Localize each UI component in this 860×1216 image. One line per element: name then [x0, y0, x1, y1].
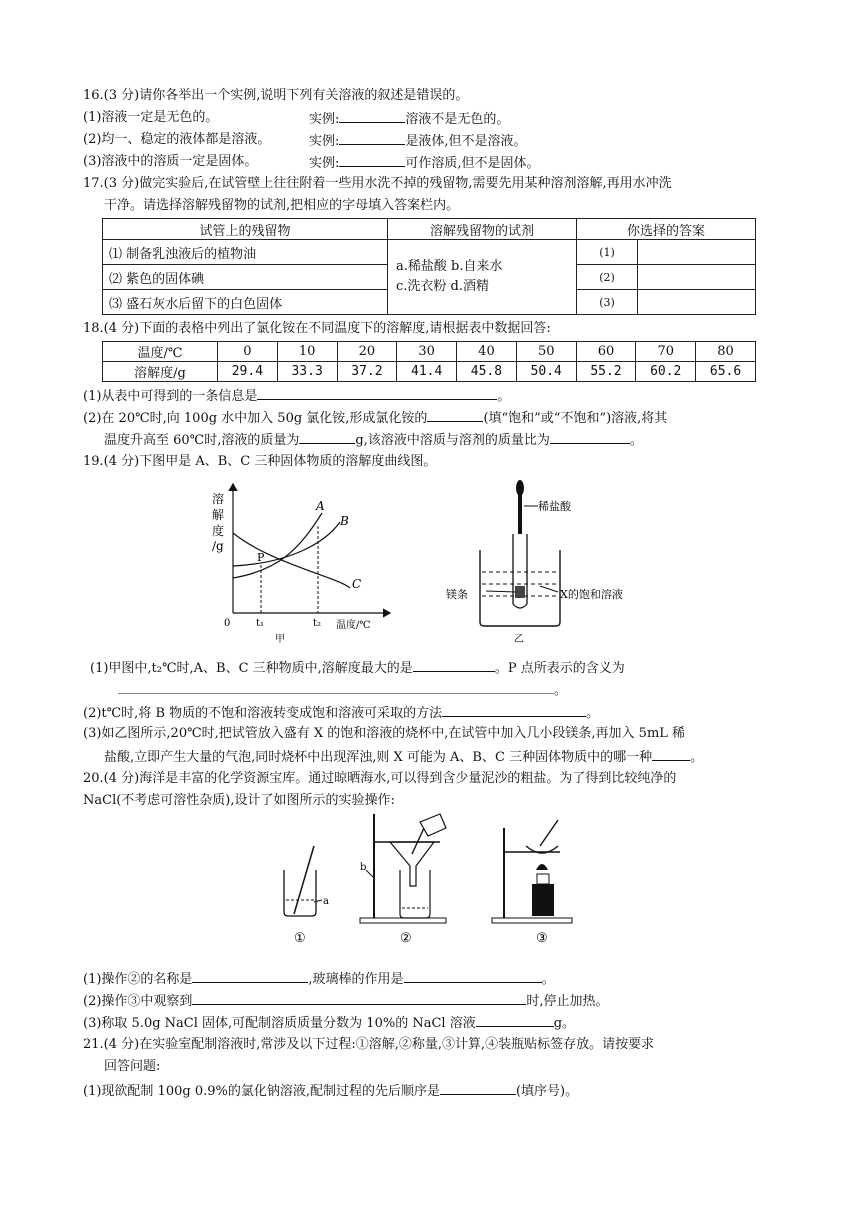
q16-example-text-3: 可作溶质,但不是固体。: [405, 156, 540, 171]
q18-row-solubility-label: 溶解度/g: [103, 362, 218, 382]
curve-a-label: A: [316, 499, 325, 513]
q21-part-1-text-b: (填序号)。: [515, 1084, 579, 1099]
q20-stem-1: 20.(4 分)海洋是丰富的化学资源宝库。通过晾晒海水,可以得到含少量泥沙的粗盐。为了得到比较纯净的: [83, 771, 677, 786]
q17-stem-2: 干净。请选择溶解残留物的试剂,把相应的字母填入答案栏内。: [104, 198, 460, 213]
q20-part-3: [83, 1012, 575, 1034]
q18-solubility-cell: 29.4: [218, 362, 278, 382]
q17-row-2: ⑵ 紫色的固体碘: [103, 265, 388, 290]
q19-part-1-text-b: 。P 点所表示的含义为: [494, 661, 625, 676]
q18-temp-cell: 20: [337, 342, 397, 362]
q20-operations-figure: [270, 808, 600, 948]
q20-blank-operation[interactable]: [192, 968, 308, 983]
q19-part-3-cont: 盐酸,立即产生大量的气泡,同时烧杯中出现浑浊,则 X 可能为 A、B、C 三种固体物质中的哪一种 。: [104, 746, 703, 768]
q18-part-1: (1)从表中可得到的一条信息是 。: [83, 385, 510, 407]
q16-example-text-2: 是液体,但不是溶液。: [405, 134, 527, 149]
q16-claim-1: (1)溶液一定是无色的。: [83, 110, 219, 125]
filtration-apparatus: [360, 814, 446, 923]
q17-header-residue: 试管上的残留物: [103, 219, 388, 240]
curve-c-label: C: [352, 577, 362, 591]
q19-solubility-figure: [200, 478, 400, 648]
q16-blank-1[interactable]: [339, 108, 405, 123]
q20-blank-observation[interactable]: [192, 990, 526, 1005]
q17-row-3: ⑶ 盛石灰水后留下的白色固体: [103, 290, 388, 315]
q21-blank-order[interactable]: [440, 1080, 516, 1095]
q18-blank-saturation[interactable]: [427, 407, 483, 422]
q18-temp-cell: 50: [516, 342, 576, 362]
q18-part-2-cont: 温度升高至 60℃时,溶液的质量为 g,该溶液中溶质与溶剂的质量比为 。: [104, 429, 643, 451]
caption-2: ②: [400, 931, 412, 946]
q18-part-2-text-d: g,该溶液中溶质与溶剂的质量比为: [355, 433, 550, 448]
q18-part-2-text-b: (填“饱和”或“不饱和”)溶液,将其: [483, 411, 668, 426]
q16-example-label-2: 实例:: [309, 134, 340, 149]
q18-temp-cell: 10: [277, 342, 337, 362]
q20-part-1-text-a: (1)操作②的名称是: [83, 972, 193, 987]
q20-part-2-text-b: 时,停止加热。: [526, 994, 609, 1009]
q17-answer-cell-1[interactable]: [638, 240, 756, 265]
q18-temp-cell: 0: [218, 342, 278, 362]
q17-answer-label-3: (3): [577, 290, 638, 315]
label-a: a: [323, 896, 329, 907]
q19-part-2: (2)t℃时,将 B 物质的不饱和溶液转变成饱和溶液可采取的方法 。: [83, 702, 599, 724]
dropper-bulb: [516, 480, 524, 496]
caption-3: ③: [536, 931, 548, 946]
fig-jia-caption: 甲: [275, 634, 285, 645]
q19-part-3: (3)如乙图所示,20℃时,把试管放入盛有 X 的饱和溶液的烧杯中,在试管中加入几小段镁条,再加入 5mL 稀: [83, 726, 686, 741]
q16-example-text-1: 溶液不是无色的。: [405, 112, 510, 127]
y-label-4: ∕g: [212, 539, 224, 553]
q18-temp-cell: 40: [457, 342, 517, 362]
q20-part-3-text-a: (3)称取 5.0g NaCl 固体,可配制溶质质量分数为 10%的 NaCl 溶液: [83, 1016, 476, 1031]
q20-part-1-text-b: ,玻璃棒的作用是: [308, 972, 404, 987]
q19-part-3-text-b: 盐酸,立即产生大量的气泡,同时烧杯中出现浑浊,则 X 可能为 A、B、C 三种固体物质中的哪一种: [104, 750, 653, 765]
q18-part-2: [83, 407, 667, 429]
caption-1: ①: [294, 931, 306, 946]
q18-part-2-text-a: (2)在 20℃时,向 100g 水中加入 50g 氯化铵,形成氯化铵的: [83, 411, 428, 426]
dropper-label: 稀盐酸: [538, 500, 571, 513]
q17-reagents: [388, 240, 577, 315]
q18-row-temp-label: 温度/℃: [103, 342, 218, 362]
q18-stem: 18.(4 分)下面的表格中列出了氯化铵在不同温度下的溶解度,请根据表中数据回答:: [83, 321, 551, 336]
q17-answer-label-1: (1): [577, 240, 638, 265]
q19-part-2-text: (2)t℃时,将 B 物质的不饱和溶液转变成饱和溶液可采取的方法: [83, 706, 443, 721]
q19-part-1-text-a: (1)甲图中,t₂℃时,A、B、C 三种物质中,溶解度最大的是: [90, 661, 413, 676]
q16-example-label-3: 实例:: [309, 156, 340, 171]
q19-part-1-cont: 。: [118, 679, 567, 701]
glass-rod: [294, 846, 314, 914]
q18-temp-cell: 60: [576, 342, 636, 362]
q16-example-label-1: 实例:: [309, 112, 340, 127]
q18-part-1-text: (1)从表中可得到的一条信息是: [83, 389, 258, 404]
q19-stem: 19.(4 分)下图甲是 A、B、C 三种固体物质的溶解度曲线图。: [83, 454, 437, 469]
q17-header-reagent: 溶解残留物的试剂: [388, 219, 577, 240]
mg-label: 镁条: [446, 588, 468, 601]
y-label-2: 解: [212, 508, 225, 522]
q17-reagents-cd: c.洗衣粉 d.酒精: [396, 279, 489, 294]
q16-item-3: [83, 152, 540, 172]
origin-label: 0: [224, 618, 231, 629]
solution-label: X的饱和溶液: [560, 588, 623, 601]
q16-blank-3[interactable]: [339, 152, 405, 167]
q18-table: [102, 341, 756, 382]
q18-temp-cell: 80: [696, 342, 756, 362]
q18-part-2-text-c: 温度升高至 60℃时,溶液的质量为: [104, 433, 300, 448]
mg-strips: [515, 586, 525, 598]
q19-blank-largest[interactable]: [413, 657, 495, 672]
q21-part-1: [83, 1080, 578, 1102]
q18-blank-ratio[interactable]: [550, 429, 630, 444]
q16-claim-3: (3)溶液中的溶质一定是固体。: [83, 154, 258, 169]
q19-apparatus-figure: [440, 474, 690, 650]
q20-blank-rod-role[interactable]: [404, 968, 542, 983]
curve-c: [233, 533, 350, 588]
q17-answer-cell-3[interactable]: [638, 290, 756, 315]
dropper-tube: [518, 494, 522, 534]
y-label-1: 溶: [212, 492, 225, 506]
x-label: 温度∕℃: [336, 620, 371, 631]
q21-stem-2: 回答问题:: [104, 1059, 161, 1074]
q18-solubility-cell: 65.6: [696, 362, 756, 382]
q18-solubility-cell: 41.4: [397, 362, 457, 382]
q19-part-1: [90, 657, 625, 679]
q20-stem-2: NaCl(不考虑可溶性杂质),设计了如图所示的实验操作:: [83, 793, 395, 808]
q16-item-1: [83, 108, 510, 128]
q20-part-2: [83, 990, 609, 1012]
q17-stem-1: 17.(3 分)做完实验后,在试管壁上往往附着一些用水洗不掉的残留物,需要先用某种溶剂溶解,再用水冲洗: [83, 176, 672, 191]
q18-solubility-cell: 33.3: [277, 362, 337, 382]
q17-table: [102, 218, 756, 315]
q16-blank-2[interactable]: [339, 130, 405, 145]
q16-claim-2: (2)均一、稳定的液体都是溶液。: [83, 132, 271, 147]
q18-temp-cell: 30: [397, 342, 457, 362]
q20-blank-mass[interactable]: [476, 1012, 554, 1027]
point-p-label: P: [257, 551, 265, 564]
q17-answer-label-2: (2): [577, 265, 638, 290]
q17-header-answer: 你选择的答案: [577, 219, 756, 240]
q18-solubility-cell: 50.4: [516, 362, 576, 382]
q16-item-2: [83, 130, 527, 150]
q20-part-2-text-a: (2)操作③中观察到: [83, 994, 193, 1009]
q19-blank-method[interactable]: [442, 702, 586, 717]
curve-a: [233, 513, 322, 578]
t1-label: t₁: [256, 618, 265, 629]
q18-temp-cell: 70: [636, 342, 696, 362]
q18-solubility-cell: 60.2: [636, 362, 696, 382]
q18-solubility-cell: 45.8: [457, 362, 517, 382]
label-b: b: [360, 862, 367, 873]
q20-part-1: (1)操作②的名称是 ,玻璃棒的作用是 。: [83, 968, 555, 990]
q18-solubility-cell: 37.2: [337, 362, 397, 382]
q20-part-3-text-b: g。: [553, 1016, 576, 1031]
fig-yi-caption: 乙: [514, 634, 524, 645]
q19-blank-p-meaning[interactable]: [118, 679, 554, 694]
q18-solubility-cell: 55.2: [576, 362, 636, 382]
q17-answer-cell-2[interactable]: [638, 265, 756, 290]
dissolving-apparatus: [284, 846, 329, 916]
q18-blank-info[interactable]: [257, 385, 497, 400]
mg-leader: [486, 591, 516, 592]
t2-label: t₂: [313, 618, 322, 629]
solution-leader: [540, 586, 558, 592]
q19-blank-x[interactable]: [652, 746, 690, 761]
q17-reagents-ab: a.稀盐酸 b.自来水: [396, 259, 503, 274]
y-label-3: 度: [212, 524, 225, 538]
q18-blank-mass[interactable]: [299, 429, 355, 444]
curve-b-label: B: [340, 514, 349, 528]
q21-stem-1: 21.(4 分)在实验室配制溶液时,常涉及以下过程:①溶解,②称量,③计算,④装瓶贴标签存放。请按要求: [83, 1037, 655, 1052]
evaporation-apparatus: [492, 820, 572, 923]
q21-part-1-text-a: (1)现欲配制 100g 0.9%的氯化钠溶液,配制过程的先后顺序是: [83, 1084, 440, 1099]
q16-stem: 16.(3 分)请你各举出一个实例,说明下列有关溶液的叙述是错误的。: [83, 88, 469, 103]
q17-row-1: ⑴ 制备乳浊液后的植物油: [103, 240, 388, 265]
